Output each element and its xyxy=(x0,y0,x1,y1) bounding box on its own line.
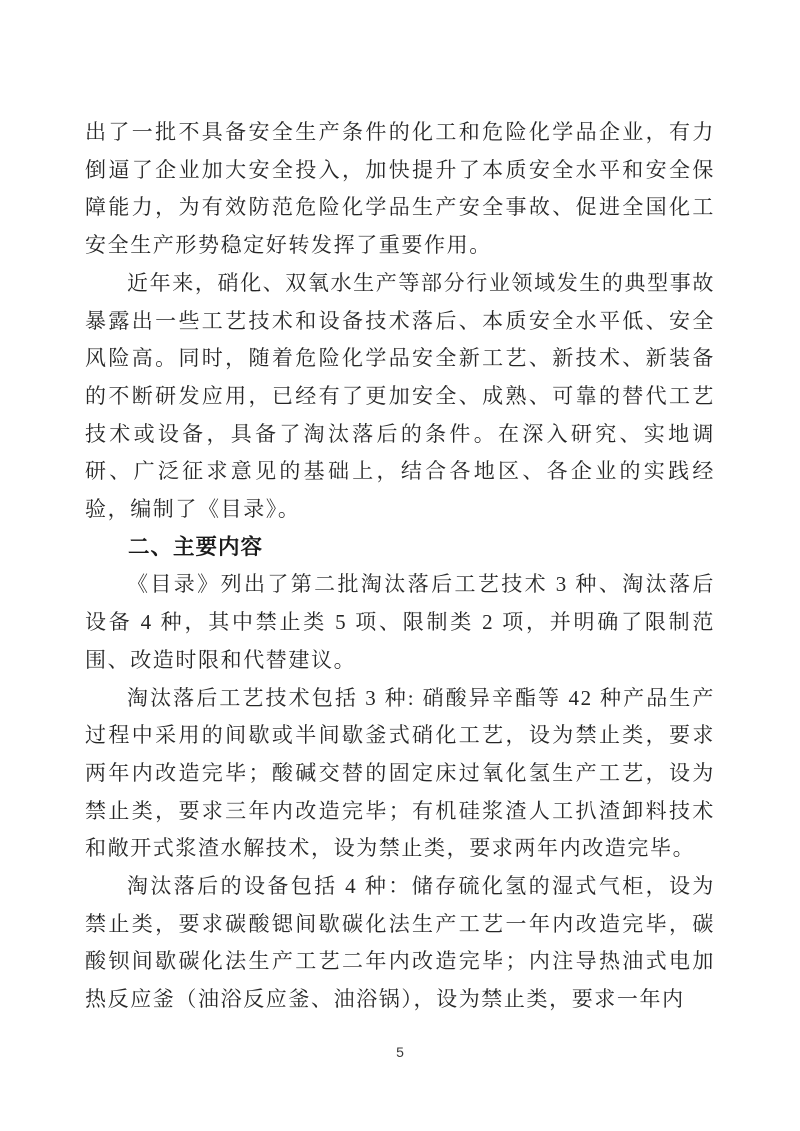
paragraph-catalog-overview: 《目录》列出了第二批淘汰落后工艺技术 3 种、淘汰落后设备 4 种，其中禁止类 5 项、限制类 2 项，并明确了限制范围、改造时限和代替建议。 xyxy=(85,572,715,672)
paragraph-background: 近年来，硝化、双氧水生产等部分行业领域发生的典型事故暴露出一些工艺技术和设备技术落后、本质安全水平低、安全风险高。同时，随着危险化学品安全新工艺、新技术、新装备的不断研发应用，已经有了更加安全、成熟、可靠的替代工艺技术或设备，具备了淘汰落后的条件。在深入研究、实地调研、广泛征求意见的基础上，结合各地区、各企业的实践经验，编制了《目录》。 xyxy=(85,270,715,522)
paragraph-outdated-processes: 淘汰落后工艺技术包括 3 种: 硝酸异辛酯等 42 种产品生产过程中采用的间歇或半间歇釜式硝化工艺，设为禁止类，要求两年内改造完毕；酸碱交替的固定床过氧化氢生产工艺，设为禁止类，要求三年内改造完毕；有机硅浆渣人工扒渣卸料技术和敞开式浆渣水解技术，设为禁止类，要求两年内改造完毕。 xyxy=(85,685,715,861)
paragraph-continued-from-previous-page: 出了一批不具备安全生产条件的化工和危险化学品企业，有力倒逼了企业加大安全投入，加快提升了本质安全水平和安全保障能力，为有效防范危险化学品生产安全事故、促进全国化工安全生产形势稳定好转发挥了重要作用。 xyxy=(85,120,715,258)
paragraph-outdated-equipment: 淘汰落后的设备包括 4 种：储存硫化氢的湿式气柜，设为禁止类，要求碳酸锶间歇碳化法生产工艺一年内改造完毕，碳酸钡间歇碳化法生产工艺二年内改造完毕；内注导热油式电加热反应釜（油浴反应釜、油浴锅），设为禁止类，要求一年内 xyxy=(85,874,715,1012)
page-number: 5 xyxy=(396,1044,404,1060)
section-heading-main-content: 二、主要内容 xyxy=(128,534,264,559)
document-body xyxy=(85,114,715,1019)
